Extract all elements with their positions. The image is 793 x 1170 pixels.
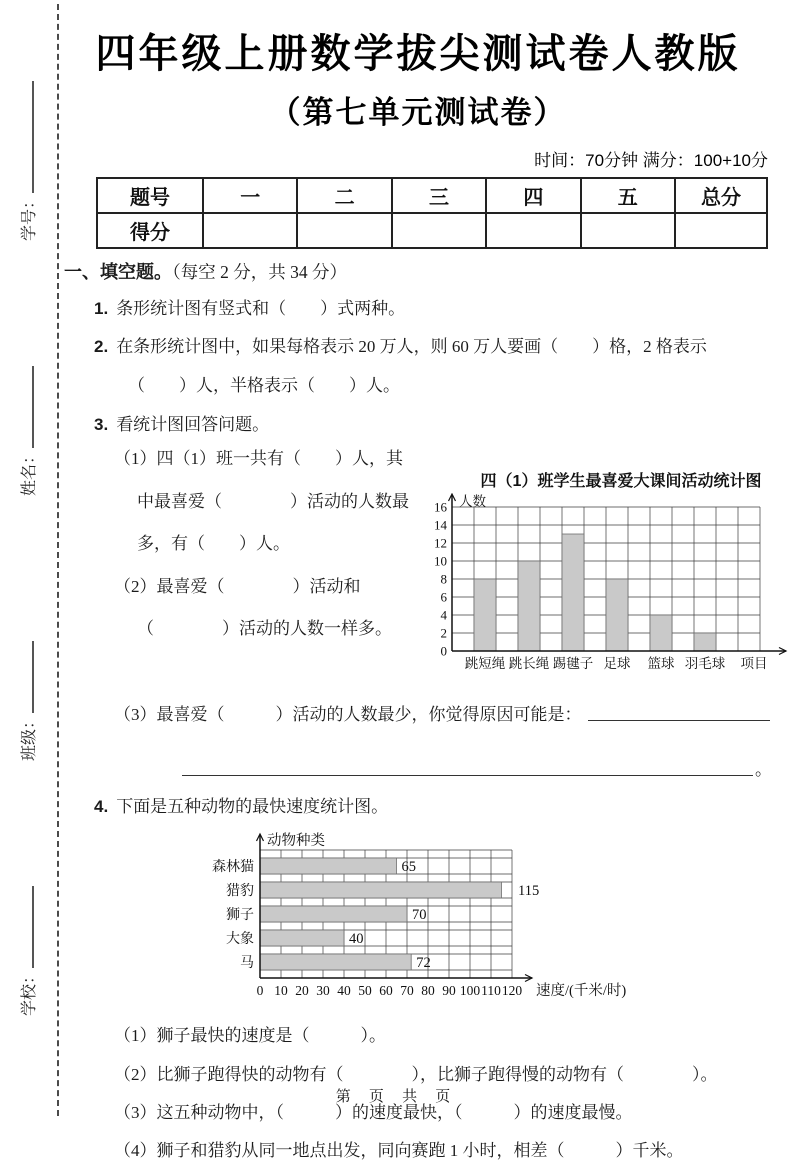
score-row-label: 得分 — [97, 213, 203, 248]
class-blank-line — [20, 641, 34, 713]
svg-text:72: 72 — [416, 955, 431, 972]
score-header-cell: 五 — [581, 178, 675, 213]
sidebar-divider-dashed-line — [57, 4, 59, 1116]
question-4-sub3: （3）这五种动物中，（ ）的速度最快，（ ）的速度最慢。 — [114, 1102, 633, 1122]
svg-text:0: 0 — [440, 643, 447, 659]
svg-text:羽毛球: 羽毛球 — [684, 656, 726, 672]
student-id-blank-line — [20, 81, 34, 193]
test-paper — [64, 0, 772, 1170]
svg-text:65: 65 — [401, 859, 416, 876]
svg-text:0: 0 — [256, 983, 264, 999]
svg-text:80: 80 — [421, 983, 435, 999]
question-1 — [64, 296, 772, 322]
svg-text:10: 10 — [434, 553, 447, 569]
score-cell-empty — [675, 213, 767, 248]
svg-text:人数: 人数 — [459, 494, 486, 510]
svg-text:大象: 大象 — [226, 932, 254, 948]
question-4-sub1: （1）狮子最快的速度是（ ）。 — [114, 1026, 386, 1046]
score-header-cell: 二 — [297, 178, 391, 213]
svg-text:120: 120 — [501, 983, 523, 999]
svg-text:40: 40 — [337, 983, 351, 999]
question-3-sub3-period: 。 — [755, 760, 772, 780]
student-name-field — [19, 361, 41, 501]
svg-text:90: 90 — [442, 983, 456, 999]
class-field — [19, 636, 41, 766]
svg-text:足球: 足球 — [603, 656, 631, 672]
student-name-label: 姓名： — [21, 448, 38, 497]
score-cell-empty — [486, 213, 580, 248]
school-field — [19, 881, 41, 1021]
svg-text:狮子: 狮子 — [226, 908, 254, 924]
score-cell-empty — [203, 213, 297, 248]
svg-text:森林猫: 森林猫 — [212, 860, 254, 876]
svg-text:8: 8 — [440, 571, 447, 587]
svg-text:16: 16 — [434, 499, 447, 515]
section1-heading — [64, 258, 772, 284]
svg-text:50: 50 — [358, 983, 372, 999]
score-header-cell: 一 — [203, 178, 297, 213]
student-id-label: 学号： — [21, 193, 38, 242]
question-3-number: 3. — [94, 414, 109, 434]
svg-text:110: 110 — [481, 983, 501, 999]
animal-speed-chart-block — [204, 830, 772, 1013]
svg-text:4: 4 — [440, 607, 447, 623]
question-2-text-line1: 在条形统计图中，如果每格表示 20 万人，则 60 万人要画（ ）格，2 格表示 — [116, 337, 707, 357]
svg-text:马: 马 — [240, 956, 254, 972]
class-label: 班级： — [21, 713, 38, 762]
student-id-field — [19, 76, 41, 246]
svg-text:速度/(千米/时): 速度/(千米/时) — [536, 983, 627, 1000]
svg-text:踢毽子: 踢毽子 — [552, 656, 594, 672]
question-3-sub3 — [64, 700, 772, 725]
question-3 — [64, 412, 772, 438]
section1-heading-title: 一、填空题。 — [64, 262, 172, 282]
question-3-sub3-text: （3）最喜爱（ ）活动的人数最少，你觉得原因可能是： — [114, 705, 582, 725]
score-header-cell: 题号 — [97, 178, 203, 213]
svg-text:跳长绳: 跳长绳 — [508, 656, 550, 672]
svg-text:跳短绳: 跳短绳 — [464, 656, 506, 672]
time-score-info: 时间：70分钟 满分：100+10分 — [534, 151, 768, 170]
score-header-cell: 总分 — [675, 178, 767, 213]
svg-text:2: 2 — [440, 625, 447, 641]
svg-text:动物种类: 动物种类 — [267, 833, 325, 850]
section1-heading-note: （每空 2 分，共 34 分） — [172, 262, 347, 282]
score-table-header-row — [97, 178, 767, 213]
question-1-number: 1. — [94, 299, 109, 318]
school-blank-line — [20, 886, 34, 968]
svg-text:10: 10 — [274, 983, 288, 999]
question-3-body — [64, 438, 772, 692]
question-4-sub2: （2）比狮子跑得快的动物有（ ），比狮子跑得慢的动物有（ ）。 — [114, 1064, 718, 1084]
page-footer: 第 页 共 页 — [335, 1088, 458, 1105]
svg-text:30: 30 — [316, 983, 330, 999]
svg-text:6: 6 — [440, 589, 447, 605]
score-cell-empty — [297, 213, 391, 248]
svg-text:115: 115 — [518, 883, 540, 900]
activities-bar-chart — [418, 493, 793, 692]
svg-text:60: 60 — [379, 983, 393, 999]
question-4-sub4: （4）狮子和猎豹从同一地点出发，同向赛跑 1 小时，相差（ ）千米。 — [114, 1141, 684, 1161]
question-2-text-line2: （ ）人，半格表示（ ）人。 — [128, 375, 400, 395]
score-table-score-row — [97, 213, 767, 248]
question-2-number: 2. — [94, 337, 109, 357]
svg-text:项目: 项目 — [740, 656, 768, 672]
question-4-text: 下面是五种动物的最快速度统计图。 — [116, 797, 389, 817]
question-3-sub1: （1）四（1）班一共有（ ）人，其中最喜爱（ ）活动的人数最多，有（ ）人。 — [114, 449, 409, 554]
svg-text:12: 12 — [434, 535, 447, 551]
svg-text:100: 100 — [459, 983, 481, 999]
svg-text:70: 70 — [412, 907, 427, 924]
student-name-blank-line — [20, 366, 34, 448]
activities-chart-title: 四（1）班学生最喜爱大课间活动统计图 — [480, 473, 762, 491]
question-3-sub2: （2）最喜爱（ ）活动和（ ）活动的人数一样多。 — [114, 576, 392, 639]
question-4-number: 4. — [94, 797, 109, 817]
question-3-subitems — [64, 438, 418, 651]
score-table — [96, 177, 768, 249]
school-label: 学校： — [21, 968, 38, 1017]
score-cell-empty — [581, 213, 675, 248]
answer-blank-line — [588, 720, 771, 721]
question-4 — [64, 794, 772, 820]
svg-text:14: 14 — [434, 517, 447, 533]
score-header-cell: 四 — [486, 178, 580, 213]
page-title: 四年级上册数学拔尖测试卷人教版 — [95, 32, 741, 76]
answer-blank-line — [182, 775, 753, 776]
page-subtitle: （第七单元测试卷） — [269, 95, 567, 130]
question-2 — [64, 334, 772, 360]
animal-speed-bar-chart — [204, 830, 772, 1013]
question-3-text: 看统计图回答问题。 — [116, 414, 270, 434]
svg-text:猎豹: 猎豹 — [226, 884, 254, 900]
activities-chart-block — [418, 438, 793, 692]
svg-text:篮球: 篮球 — [647, 656, 675, 672]
score-header-cell: 三 — [392, 178, 486, 213]
svg-text:40: 40 — [349, 931, 364, 948]
score-cell-empty — [392, 213, 486, 248]
svg-text:70: 70 — [400, 983, 414, 999]
question-1-text: 条形统计图有竖式和（ ）式两种。 — [116, 299, 406, 318]
question-3-sub3-continuation — [64, 755, 772, 780]
svg-text:20: 20 — [295, 983, 309, 999]
